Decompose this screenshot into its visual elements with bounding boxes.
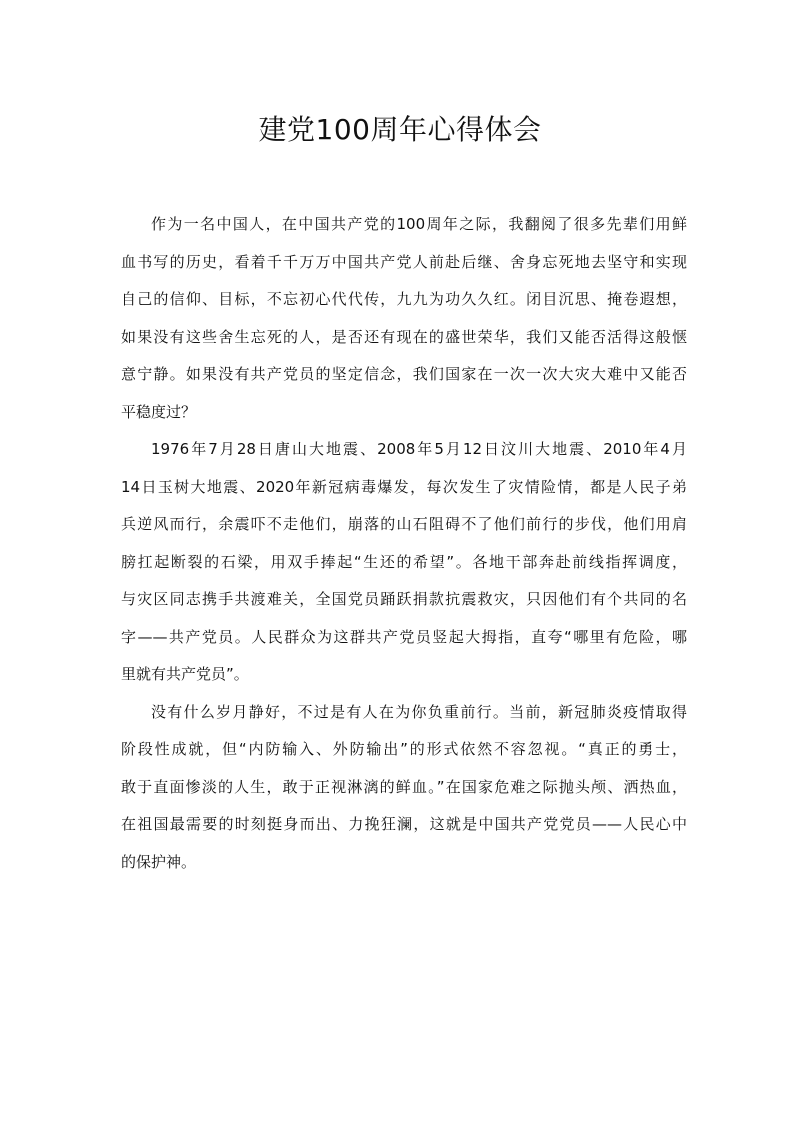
paragraph-line: 自己的信仰、目标，不忘初心代代传，九九为功久久红。闭目沉思、掩卷遐想， <box>121 290 687 308</box>
paragraph-line: 阶段性成就，但“内防输入、外防输出”的形式依然不容忽视。“真正的勇士， <box>121 740 687 758</box>
paragraph-line: 作为一名中国人，在中国共产党的100周年之际，我翻阅了很多先辈们用鲜 <box>151 215 687 233</box>
paragraph-line: 如果没有这些舍生忘死的人，是否还有现在的盛世荣华，我们又能否活得这般惬 <box>121 327 687 346</box>
paragraph-line: 膀扛起断裂的石梁，用双手捧起“生还的希望”。各地干部奔赴前线指挥调度， <box>121 552 687 571</box>
page-title: 建党100周年心得体会 <box>258 113 542 146</box>
paragraph-1 <box>121 206 687 431</box>
paragraph-3 <box>121 694 687 882</box>
paragraph-line: 平稳度过？ <box>121 402 197 421</box>
paragraph-line: 没有什么岁月静好，不过是有人在为你负重前行。当前，新冠肺炎疫情取得 <box>151 702 687 721</box>
document-body <box>121 206 687 881</box>
paragraph-line: 与灾区同志携手共渡难关，全国党员踊跃捐款抗震救灾，只因他们有个共同的名 <box>121 590 687 608</box>
paragraph-line: 兵逆风而行，余震吓不走他们，崩落的山石阻碍不了他们前行的步伐，他们用肩 <box>121 515 687 533</box>
paragraph-line: 血书写的历史，看着千千万万中国共产党人前赴后继、舍身忘死地去坚守和实现 <box>121 252 687 271</box>
paragraph-line: 敢于直面惨淡的人生，敢于正视淋漓的鲜血。”在国家危难之际抛头颅、洒热血， <box>121 777 687 796</box>
paragraph-line: 意宁静。如果没有共产党员的坚定信念，我们国家在一次一次大灾大难中又能否 <box>121 365 687 383</box>
paragraph-2 <box>121 431 687 694</box>
paragraph-line: 字——共产党员。人民群众为这群共产党员竖起大拇指，直夸“哪里有危险，哪 <box>121 627 687 646</box>
paragraph-line: 1976年7月28日唐山大地震、2008年5月12日汶川大地震、2010年4月 <box>151 440 687 458</box>
paragraph-line: 14日玉树大地震、2020年新冠病毒爆发，每次发生了灾情险情，都是人民子弟 <box>121 477 687 496</box>
paragraph-line: 的保护神。 <box>121 852 197 871</box>
paragraph-line: 里就有共产党员”。 <box>121 665 249 683</box>
paragraph-line: 在祖国最需要的时刻挺身而出、力挽狂澜，这就是中国共产党党员——人民心中 <box>121 815 687 833</box>
